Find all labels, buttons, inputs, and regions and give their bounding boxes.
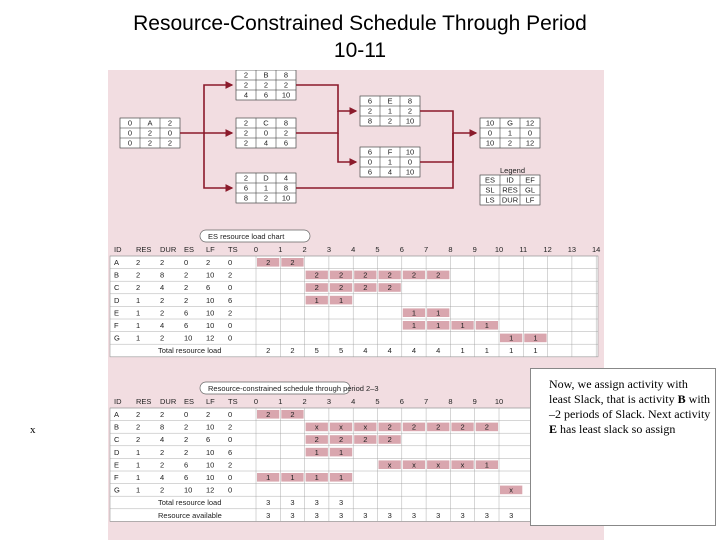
node-f-value: 4 bbox=[387, 167, 393, 177]
chart2-cell: 2 bbox=[228, 460, 233, 470]
chart2-mark: x bbox=[339, 422, 343, 432]
chart1-header: ES bbox=[184, 245, 195, 254]
chart1-load-value: 2 bbox=[338, 270, 344, 280]
chart2-header: RES bbox=[136, 397, 152, 406]
chart1-period: 7 bbox=[424, 245, 429, 254]
chart1-load-value: 1 bbox=[411, 308, 417, 318]
node-b-value: 2 bbox=[243, 70, 249, 80]
chart2-period: 2 bbox=[302, 397, 307, 406]
chart1-period: 2 bbox=[302, 245, 307, 254]
node-a-value: A bbox=[147, 118, 153, 128]
chart1-period: 3 bbox=[326, 245, 331, 254]
chart1-cell: 1 bbox=[136, 333, 141, 343]
node-f-value: 10 bbox=[405, 147, 415, 157]
node-d-value: D bbox=[263, 173, 269, 183]
chart1-load-value: 2 bbox=[363, 283, 368, 293]
chart2-mark: 2 bbox=[387, 422, 392, 432]
chart1-cell: 2 bbox=[160, 258, 165, 267]
chart2-cell: 0 bbox=[228, 435, 233, 445]
chart2-cell: 2 bbox=[184, 447, 189, 457]
legend-value: SL bbox=[485, 185, 495, 195]
node-e-value: 2 bbox=[407, 106, 413, 116]
chart2-period: 10 bbox=[494, 397, 504, 406]
chart2-period: 8 bbox=[448, 397, 453, 406]
chart1-cell: 8 bbox=[160, 270, 165, 280]
chart1-load-value: 1 bbox=[436, 308, 441, 318]
node-b-value: 2 bbox=[263, 80, 269, 90]
chart2-period: 6 bbox=[399, 397, 404, 406]
legend-value: GL bbox=[524, 185, 536, 195]
chart1-cell: E bbox=[114, 308, 120, 318]
chart2-available: 3 bbox=[387, 510, 392, 520]
chart2-cell: 2 bbox=[136, 435, 141, 445]
chart2-label: Resource-constrained schedule through period 2–3 bbox=[208, 384, 379, 393]
chart1-cell: 6 bbox=[206, 283, 211, 293]
node-d-value: 8 bbox=[243, 193, 249, 203]
node-d-value: 4 bbox=[283, 173, 289, 183]
chart2-header: ID bbox=[114, 397, 122, 406]
chart1-cell: 2 bbox=[184, 295, 189, 305]
chart1-load-value: 1 bbox=[314, 295, 319, 305]
node-e-value: 2 bbox=[387, 116, 393, 126]
chart2-load-value: 2 bbox=[363, 435, 368, 445]
chart2-period: 0 bbox=[253, 397, 259, 406]
chart1-cell: 2 bbox=[228, 270, 233, 280]
node-g-value: 1 bbox=[507, 128, 513, 138]
chart1-cell: 2 bbox=[136, 270, 141, 280]
chart1-cell: 0 bbox=[228, 258, 233, 267]
chart2-available: 3 bbox=[484, 510, 489, 520]
chart1-cell: 0 bbox=[228, 283, 233, 293]
chart1-cell: 2 bbox=[206, 258, 211, 267]
chart1-cell: 10 bbox=[206, 295, 215, 305]
callout-text-1: Now, we assign activity with least Slack, that is activity bbox=[549, 377, 688, 406]
chart1-header: LF bbox=[206, 245, 215, 254]
chart2-cell: 10 bbox=[206, 473, 215, 482]
node-b-value: 4 bbox=[243, 90, 249, 100]
chart2-total: 3 bbox=[266, 498, 271, 508]
chart1-period: 13 bbox=[567, 245, 577, 254]
chart1-cell: 4 bbox=[160, 283, 165, 293]
node-f-value: 0 bbox=[367, 157, 373, 167]
chart2-load-value: 1 bbox=[314, 473, 319, 482]
chart1-period: 9 bbox=[472, 245, 477, 254]
chart1-total-label: Total resource load bbox=[158, 346, 222, 356]
callout-text-3: has least slack so assign bbox=[557, 422, 676, 436]
chart1-cell: G bbox=[114, 333, 120, 343]
chart1-cell: D bbox=[114, 295, 120, 305]
chart2-mark: x bbox=[412, 460, 416, 470]
chart1-cell: A bbox=[114, 258, 120, 267]
node-c-value: 0 bbox=[263, 128, 269, 138]
network-arrow bbox=[296, 85, 356, 111]
node-d-value: 8 bbox=[283, 183, 289, 193]
node-g-value: 10 bbox=[485, 118, 495, 128]
chart2-available-label: Resource available bbox=[158, 510, 222, 520]
network-arrow bbox=[204, 133, 232, 188]
chart1-cell: B bbox=[114, 270, 120, 280]
chart2-header: DUR bbox=[160, 397, 177, 406]
chart1-cell: F bbox=[114, 321, 119, 330]
chart1-load-value: 1 bbox=[509, 333, 514, 343]
chart1-load-value: 2 bbox=[436, 270, 441, 280]
chart1-load-value: 1 bbox=[533, 333, 538, 343]
chart2-cell: 0 bbox=[228, 410, 233, 419]
node-a-value: 0 bbox=[127, 138, 133, 148]
title-line-2: 10-11 bbox=[333, 39, 387, 62]
chart1-total: 2 bbox=[266, 346, 271, 356]
chart2-cell: 2 bbox=[228, 422, 233, 432]
chart2-cell: 6 bbox=[206, 435, 211, 445]
chart2-cell: 2 bbox=[184, 435, 189, 445]
chart1-cell: 12 bbox=[206, 333, 215, 343]
chart1-period: 1 bbox=[278, 245, 283, 254]
node-g-value: 0 bbox=[527, 128, 533, 138]
chart1-load-value: 2 bbox=[387, 283, 392, 293]
legend-value: EF bbox=[525, 175, 535, 185]
chart2-available: 3 bbox=[363, 510, 368, 520]
chart2-cell: 10 bbox=[206, 422, 215, 432]
chart2-period: 5 bbox=[375, 397, 380, 406]
chart1-header: TS bbox=[228, 245, 238, 254]
node-d-value: 2 bbox=[263, 193, 269, 203]
chart2-load-value: 1 bbox=[314, 447, 319, 457]
chart2-mark: x bbox=[363, 422, 368, 432]
network-arrow bbox=[420, 111, 476, 133]
chart1-load-value: 1 bbox=[460, 321, 465, 330]
legend-title: Legend bbox=[500, 166, 526, 175]
chart1-header: ID bbox=[114, 245, 122, 254]
chart2-mark: 2 bbox=[484, 422, 489, 432]
chart2-mark: x bbox=[387, 460, 392, 470]
node-g-value: 12 bbox=[525, 138, 535, 148]
callout-bold-b: B bbox=[677, 392, 686, 406]
chart2-total: 3 bbox=[338, 498, 344, 508]
page-title bbox=[60, 10, 660, 64]
network-arrow bbox=[296, 111, 338, 133]
chart1-period: 14 bbox=[592, 245, 601, 254]
chart2-mark: x bbox=[436, 460, 441, 470]
node-c-value: 8 bbox=[283, 118, 289, 128]
node-d-value: 1 bbox=[263, 183, 269, 193]
chart2-cell: 2 bbox=[160, 460, 165, 470]
node-a-value: 0 bbox=[127, 118, 133, 128]
node-e-value: E bbox=[387, 96, 393, 106]
chart2-available: 3 bbox=[509, 510, 514, 520]
chart2-total: 3 bbox=[314, 498, 319, 508]
chart2-period: 7 bbox=[424, 397, 429, 406]
chart2-cell: 1 bbox=[136, 485, 141, 495]
node-f-value: 10 bbox=[405, 167, 415, 177]
node-e-value: 2 bbox=[367, 106, 373, 116]
chart2-cell: 10 bbox=[206, 460, 215, 470]
node-c-value: 2 bbox=[283, 128, 289, 138]
chart2-mark: 2 bbox=[411, 422, 417, 432]
node-e-value: 6 bbox=[367, 96, 373, 106]
node-f-value: 6 bbox=[367, 147, 373, 157]
node-b-value: 6 bbox=[263, 90, 269, 100]
chart1-load-value: 2 bbox=[411, 270, 417, 280]
chart1-cell: 2 bbox=[160, 308, 165, 318]
chart2-cell: D bbox=[114, 447, 120, 457]
chart2-cell: E bbox=[114, 460, 120, 470]
chart1-cell: 6 bbox=[184, 321, 189, 330]
chart2-cell: 2 bbox=[160, 447, 165, 457]
chart1-period: 5 bbox=[375, 245, 380, 254]
node-a-value: 2 bbox=[167, 138, 173, 148]
chart2-mark: 2 bbox=[436, 422, 441, 432]
chart1-load-value: 1 bbox=[436, 321, 441, 330]
chart2-cell: 2 bbox=[184, 422, 189, 432]
chart2-mark: x bbox=[460, 460, 465, 470]
chart1-cell: 2 bbox=[136, 283, 141, 293]
node-c-value: 6 bbox=[283, 138, 289, 148]
chart2-available: 3 bbox=[338, 510, 344, 520]
node-e-value: 8 bbox=[407, 96, 413, 106]
node-a-value: 0 bbox=[127, 128, 133, 138]
chart2-cell: 6 bbox=[228, 447, 233, 457]
chart2-cell: 8 bbox=[160, 422, 165, 432]
node-b-value: B bbox=[263, 70, 269, 80]
chart2-load-value: 1 bbox=[338, 473, 344, 482]
chart1-load-value: 2 bbox=[314, 270, 319, 280]
chart2-cell: 0 bbox=[228, 473, 233, 482]
chart1-total: 4 bbox=[411, 346, 417, 356]
chart2-header: ES bbox=[184, 397, 195, 406]
node-d-value: 6 bbox=[243, 183, 249, 193]
chart2-available: 3 bbox=[460, 510, 465, 520]
chart2-cell: 4 bbox=[160, 473, 165, 482]
chart1-total: 2 bbox=[290, 346, 295, 356]
chart1-label: ES resource load chart bbox=[208, 232, 285, 241]
chart1-cell: 6 bbox=[228, 295, 233, 305]
chart2-cell: 2 bbox=[160, 410, 165, 419]
chart2-cell: 6 bbox=[184, 473, 189, 482]
chart1-period: 11 bbox=[519, 245, 528, 254]
chart1-cell: 0 bbox=[228, 333, 233, 343]
node-f-value: F bbox=[387, 147, 393, 157]
chart2-cell: G bbox=[114, 485, 120, 495]
network-arrow bbox=[338, 133, 356, 162]
margin-mark: x bbox=[30, 424, 36, 436]
node-b-value: 10 bbox=[281, 90, 291, 100]
legend-value: ID bbox=[506, 175, 514, 185]
node-a-value: 0 bbox=[167, 128, 173, 138]
node-c-value: 2 bbox=[243, 138, 249, 148]
chart1-load-value: 1 bbox=[338, 295, 344, 305]
legend-value: DUR bbox=[501, 195, 519, 205]
network-arrow bbox=[180, 85, 232, 133]
chart1-cell: 0 bbox=[184, 258, 189, 267]
chart1-total: 4 bbox=[436, 346, 441, 356]
chart2-total-label: Total resource load bbox=[158, 498, 222, 508]
chart2-cell: 2 bbox=[136, 410, 141, 419]
node-e-value: 1 bbox=[387, 106, 393, 116]
chart2-available: 3 bbox=[290, 510, 295, 520]
chart1-load-value: 2 bbox=[338, 283, 344, 293]
chart1-cell: 1 bbox=[136, 295, 141, 305]
chart1-total: 5 bbox=[314, 346, 319, 356]
chart2-available: 3 bbox=[411, 510, 417, 520]
chart2-cell: F bbox=[114, 473, 119, 482]
chart2-cell: C bbox=[114, 435, 120, 445]
chart2-mark: 2 bbox=[460, 422, 465, 432]
chart1-load-value: 2 bbox=[363, 270, 368, 280]
chart1-load-value: 2 bbox=[266, 258, 271, 267]
chart2-cell: 12 bbox=[206, 485, 215, 495]
title-line-1: Resource-Constrained Schedule Through Period bbox=[133, 12, 587, 35]
chart1-cell: 2 bbox=[160, 295, 165, 305]
chart2-total: 3 bbox=[290, 498, 295, 508]
chart1-total: 1 bbox=[509, 346, 514, 356]
node-a-value: 2 bbox=[147, 128, 153, 138]
chart1-period: 0 bbox=[253, 245, 259, 254]
node-g-value: 0 bbox=[487, 128, 493, 138]
chart1-period: 8 bbox=[448, 245, 453, 254]
node-c-value: 2 bbox=[243, 128, 249, 138]
chart2-available: 3 bbox=[314, 510, 319, 520]
chart2-load-value: 2 bbox=[387, 435, 392, 445]
chart2-period: 1 bbox=[278, 397, 283, 406]
chart2-cell: 2 bbox=[160, 485, 165, 495]
chart2-load-value: 1 bbox=[338, 447, 344, 457]
node-c-value: 2 bbox=[243, 118, 249, 128]
chart2-header: LF bbox=[206, 397, 215, 406]
chart1-header: DUR bbox=[160, 245, 177, 254]
chart2-period: 9 bbox=[472, 397, 477, 406]
chart1-total: 1 bbox=[460, 346, 465, 356]
chart2-load-value: 2 bbox=[314, 435, 319, 445]
chart2-header: TS bbox=[228, 397, 238, 406]
node-g-value: 12 bbox=[525, 118, 535, 128]
chart2-cell: 10 bbox=[184, 485, 193, 495]
node-g-value: 2 bbox=[507, 138, 513, 148]
chart1-load-value: 2 bbox=[387, 270, 392, 280]
chart2-mark: 1 bbox=[484, 460, 489, 470]
chart1-period: 4 bbox=[351, 245, 356, 254]
chart1-cell: 2 bbox=[136, 258, 141, 267]
chart2-period: 3 bbox=[326, 397, 331, 406]
chart1-total: 5 bbox=[338, 346, 344, 356]
legend-value: RES bbox=[502, 185, 518, 195]
chart1-cell: 2 bbox=[184, 270, 189, 280]
node-a-value: 2 bbox=[147, 138, 153, 148]
chart1-load-value: 2 bbox=[314, 283, 319, 293]
legend-value: ES bbox=[484, 175, 496, 185]
chart1-cell: 10 bbox=[206, 321, 215, 330]
chart2-mark: x bbox=[314, 422, 319, 432]
chart2-load-value: 2 bbox=[266, 410, 271, 419]
chart2-cell: 1 bbox=[136, 473, 141, 482]
node-e-value: 10 bbox=[405, 116, 415, 126]
chart1-cell: 1 bbox=[136, 308, 141, 318]
chart1-cell: 10 bbox=[206, 308, 215, 318]
chart1-cell: 0 bbox=[228, 321, 233, 330]
node-a-value: 2 bbox=[167, 118, 173, 128]
network-arrow bbox=[420, 133, 453, 162]
chart2-available: 3 bbox=[266, 510, 271, 520]
chart1-header: RES bbox=[136, 245, 152, 254]
node-e-value: 8 bbox=[367, 116, 373, 126]
node-b-value: 8 bbox=[283, 70, 289, 80]
chart2-available: 3 bbox=[436, 510, 441, 520]
node-f-value: 6 bbox=[367, 167, 373, 177]
chart2-cell: 0 bbox=[184, 410, 189, 419]
chart2-cell: 1 bbox=[136, 460, 141, 470]
node-d-value: 10 bbox=[281, 193, 291, 203]
chart2-load-value: 1 bbox=[290, 473, 295, 482]
chart1-load-value: 2 bbox=[290, 258, 295, 267]
chart1-total: 4 bbox=[363, 346, 368, 356]
explanation-callout bbox=[530, 368, 716, 526]
chart1-load-value: 1 bbox=[411, 321, 417, 330]
node-d-value: 2 bbox=[243, 173, 249, 183]
chart1-total: 4 bbox=[387, 346, 392, 356]
chart2-cell: 1 bbox=[136, 447, 141, 457]
chart1-cell: C bbox=[114, 283, 120, 293]
chart2-load-value: 2 bbox=[338, 435, 344, 445]
node-c-value: C bbox=[263, 118, 269, 128]
chart1-total: 1 bbox=[533, 346, 538, 356]
chart1-cell: 6 bbox=[184, 308, 189, 318]
node-g-value: G bbox=[507, 118, 513, 128]
chart1-cell: 2 bbox=[184, 283, 189, 293]
chart2-mark: x bbox=[509, 485, 514, 495]
node-b-value: 2 bbox=[243, 80, 249, 90]
chart1-cell: 1 bbox=[136, 321, 141, 330]
node-b-value: 2 bbox=[283, 80, 289, 90]
chart1-period: 6 bbox=[399, 245, 404, 254]
chart1-period: 10 bbox=[494, 245, 504, 254]
node-g-value: 10 bbox=[485, 138, 495, 148]
chart1-load-value: 1 bbox=[484, 321, 489, 330]
chart2-cell: 4 bbox=[160, 435, 165, 445]
chart2-load-value: 1 bbox=[266, 473, 271, 482]
chart1-cell: 2 bbox=[160, 333, 165, 343]
callout-bold-e: E bbox=[549, 422, 558, 436]
node-c-value: 4 bbox=[263, 138, 269, 148]
callout-text-2: with –2 periods of Slack. Next activity bbox=[549, 392, 711, 421]
chart2-cell: B bbox=[114, 422, 120, 432]
chart2-cell: 2 bbox=[136, 422, 141, 432]
chart2-period: 4 bbox=[351, 397, 356, 406]
chart1-cell: 10 bbox=[184, 333, 193, 343]
chart1-total: 1 bbox=[484, 346, 489, 356]
chart2-cell: 0 bbox=[228, 485, 233, 495]
chart1-cell: 10 bbox=[206, 270, 215, 280]
legend-value: LF bbox=[525, 195, 535, 205]
chart1-period: 12 bbox=[543, 245, 552, 254]
chart2-cell: 10 bbox=[206, 447, 215, 457]
node-f-value: 1 bbox=[387, 157, 393, 167]
chart2-cell: 2 bbox=[206, 410, 211, 419]
node-f-value: 0 bbox=[407, 157, 413, 167]
chart2-cell: 6 bbox=[184, 460, 189, 470]
chart2-cell: A bbox=[114, 410, 120, 419]
chart1-cell: 2 bbox=[228, 308, 233, 318]
chart1-cell: 4 bbox=[160, 321, 165, 330]
chart2-load-value: 2 bbox=[290, 410, 295, 419]
legend-value: LS bbox=[485, 195, 495, 205]
